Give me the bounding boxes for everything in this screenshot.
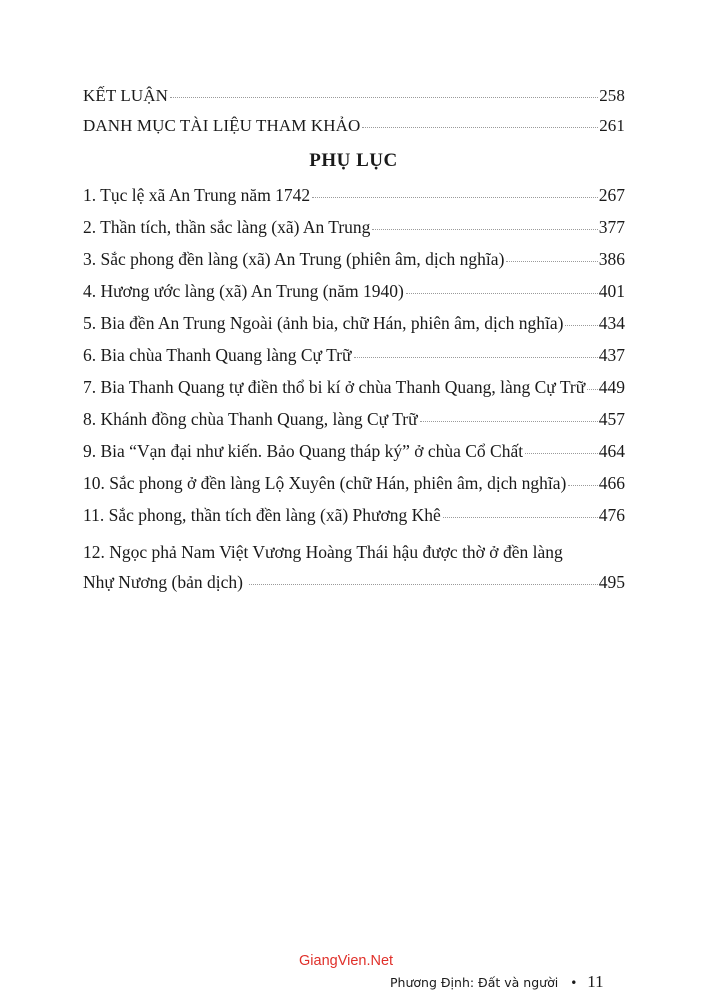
toc-entry[interactable] xyxy=(83,344,625,366)
toc-entry-page: 464 xyxy=(598,441,625,461)
toc-entry-title-line1: 12. Ngọc phả Nam Việt Vương Hoàng Thái hậu được thờ ở đền làng xyxy=(83,542,563,562)
toc-entry-page: 386 xyxy=(598,249,625,269)
toc-entry-title: 7. Bia Thanh Quang tự điền thổ bi kí ở chùa Thanh Quang, làng Cự Trữ xyxy=(83,377,586,397)
toc-entry[interactable] xyxy=(83,216,625,238)
leader-dots xyxy=(506,261,597,262)
toc-entry-page: 449 xyxy=(598,377,625,397)
leader-dots xyxy=(587,389,598,390)
toc-entry[interactable] xyxy=(83,504,625,526)
leader-dots xyxy=(362,127,598,128)
leader-dots xyxy=(443,517,598,518)
toc-entry-title: 1. Tục lệ xã An Trung năm 1742 xyxy=(83,185,311,205)
toc-entry[interactable] xyxy=(83,376,625,398)
toc-entry-title: DANH MỤC TÀI LIỆU THAM KHẢO xyxy=(83,116,361,135)
toc-entry[interactable] xyxy=(83,248,625,270)
toc-entry-title: 11. Sắc phong, thần tích đền làng (xã) Phương Khê xyxy=(83,505,441,525)
toc-entry[interactable] xyxy=(83,472,625,494)
section-heading-phu-luc: PHỤ LỤC xyxy=(309,150,398,171)
bullet-icon: • xyxy=(570,976,578,990)
leader-dots xyxy=(249,584,598,585)
leader-dots xyxy=(354,357,598,358)
leader-dots xyxy=(406,293,598,294)
leader-dots xyxy=(170,97,598,98)
toc-entry[interactable] xyxy=(83,440,625,462)
leader-dots xyxy=(568,485,597,486)
leader-dots xyxy=(565,325,597,326)
toc-entry-page: 401 xyxy=(598,281,625,301)
page-number: 11 xyxy=(587,972,604,991)
watermark-text: GiangVien.Net xyxy=(299,953,394,969)
leader-dots xyxy=(312,197,598,198)
toc-entry-title: 10. Sắc phong ở đền làng Lộ Xuyên (chữ Hán, phiên âm, dịch nghĩa) xyxy=(83,473,567,493)
toc-entry-page: 258 xyxy=(599,86,625,105)
toc-entry-title-line2: Nhự Nương (bản dịch) xyxy=(83,572,243,592)
toc-entry-page: 495 xyxy=(598,572,625,592)
toc-entry-title: 9. Bia “Vạn đại như kiến. Bảo Quang tháp ký” ở chùa Cổ Chất xyxy=(83,441,524,461)
toc-entry-page: 466 xyxy=(598,473,625,493)
toc-entry-title: 8. Khánh đồng chùa Thanh Quang, làng Cự Trữ xyxy=(83,409,418,429)
toc-entry-line2 xyxy=(83,567,625,597)
toc-entry-title: 6. Bia chùa Thanh Quang làng Cự Trữ xyxy=(83,345,352,365)
toc-entry[interactable] xyxy=(83,184,625,206)
toc-entry-title: 5. Bia đền An Trung Ngoài (ảnh bia, chữ Hán, phiên âm, dịch nghĩa) xyxy=(83,313,564,333)
toc-entry-page: 261 xyxy=(599,116,625,135)
toc-entry-title: 4. Hương ước làng (xã) An Trung (năm 1940) xyxy=(83,281,404,301)
footer-book-title: Phương Định: Đất và người xyxy=(390,975,559,990)
toc-entry-danh-muc-tai-lieu[interactable] xyxy=(83,115,625,137)
toc-entry-page: 267 xyxy=(598,185,625,205)
leader-dots xyxy=(525,453,598,454)
toc-entry-page: 434 xyxy=(598,313,625,333)
toc-entry[interactable] xyxy=(83,280,625,302)
page-footer xyxy=(390,972,604,993)
toc-entry-page: 377 xyxy=(598,217,625,237)
toc-entry[interactable] xyxy=(83,312,625,334)
toc-entry-page: 437 xyxy=(598,345,625,365)
toc-entry-multiline[interactable] xyxy=(83,537,625,597)
toc-entry-title: 3. Sắc phong đền làng (xã) An Trung (phiên âm, dịch nghĩa) xyxy=(83,249,505,269)
leader-dots xyxy=(372,229,597,230)
toc-entry-title: 2. Thần tích, thần sắc làng (xã) An Trung xyxy=(83,217,371,237)
leader-dots xyxy=(420,421,598,422)
toc-entry[interactable] xyxy=(83,408,625,430)
toc-entry-title: KẾT LUẬN xyxy=(83,86,169,105)
toc-entry-page: 457 xyxy=(598,409,625,429)
toc-entry-page: 476 xyxy=(598,505,625,525)
toc-entry-ket-luan[interactable] xyxy=(83,85,625,107)
